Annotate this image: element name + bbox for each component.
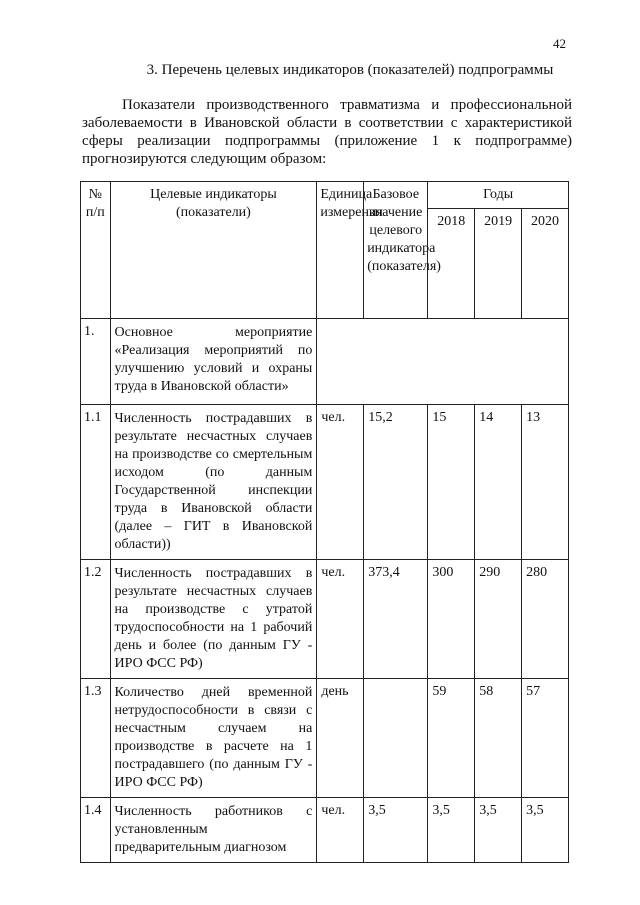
header-year-2018: 2018 [428,209,475,319]
row-name: Количество дней временной нетрудоспособности в связи с несчастным случаем на производстве в расчете на 1 пострадавшего (по данным ГУ - ИРО ФСС РФ) [110,679,317,798]
row-num: 1.3 [81,679,111,798]
header-base: Базовое значение целевого индикатора (показателя) [364,182,428,319]
header-year-2019: 2019 [475,209,522,319]
header-indicator: Целевые индикаторы (показатели) [110,182,317,319]
row-2020: 57 [522,679,569,798]
row-2018: 15 [428,405,475,560]
section-title: 3. Перечень целевых индикаторов (показателей) подпрограммы [146,62,554,78]
row-2020: 3,5 [522,798,569,863]
row-name: Численность работников с установленным предварительным диагнозом [110,798,317,863]
table-row [81,679,569,798]
header-unit: Единица измерения [317,182,364,319]
row-2019: 14 [475,405,522,560]
row-unit: чел. [317,405,364,560]
row-empty-span [317,319,569,405]
row-num: 1.4 [81,798,111,863]
table-row [81,405,569,560]
row-2020: 13 [522,405,569,560]
header-year-2020: 2020 [522,209,569,319]
row-base [364,679,428,798]
row-num: 1. [81,319,111,405]
row-2019: 58 [475,679,522,798]
row-name: Численность пострадавших в результате несчастных случаев на производстве с утратой трудоспособности на 1 рабочий день и более (по данным ГУ - ИРО ФСС РФ) [110,560,317,679]
row-2018: 300 [428,560,475,679]
page-number: 42 [553,36,566,51]
row-base: 3,5 [364,798,428,863]
row-2018: 3,5 [428,798,475,863]
row-2020: 280 [522,560,569,679]
row-base: 373,4 [364,560,428,679]
row-base: 15,2 [364,405,428,560]
table-row [81,560,569,679]
row-2018: 59 [428,679,475,798]
indicators-table [80,181,569,863]
row-unit: чел. [317,798,364,863]
row-num: 1.1 [81,405,111,560]
table-row [81,798,569,863]
table-header-row [81,182,569,209]
row-2019: 3,5 [475,798,522,863]
row-num: 1.2 [81,560,111,679]
header-num: № п/п [81,182,111,319]
row-2019: 290 [475,560,522,679]
header-years: Годы [428,182,569,209]
row-unit: день [317,679,364,798]
row-name: Основное мероприятие «Реализация мероприятий по улучшению условий и охраны труда в Ивановской области» [110,319,317,405]
intro-paragraph: Показатели производственного травматизма и профессиональной заболеваемости в Ивановской области в соответствии с характеристикой сферы реализации подпрограммы (приложение 1 к подпрограмме) прогнозируются следующим образом: [82,97,572,167]
row-name: Численность пострадавших в результате несчастных случаев на производстве со смертельным исходом (по данным Государственной инспекции труда в Ивановской области (далее – ГИТ в Ивановской области)) [110,405,317,560]
table-row [81,319,569,405]
row-unit: чел. [317,560,364,679]
